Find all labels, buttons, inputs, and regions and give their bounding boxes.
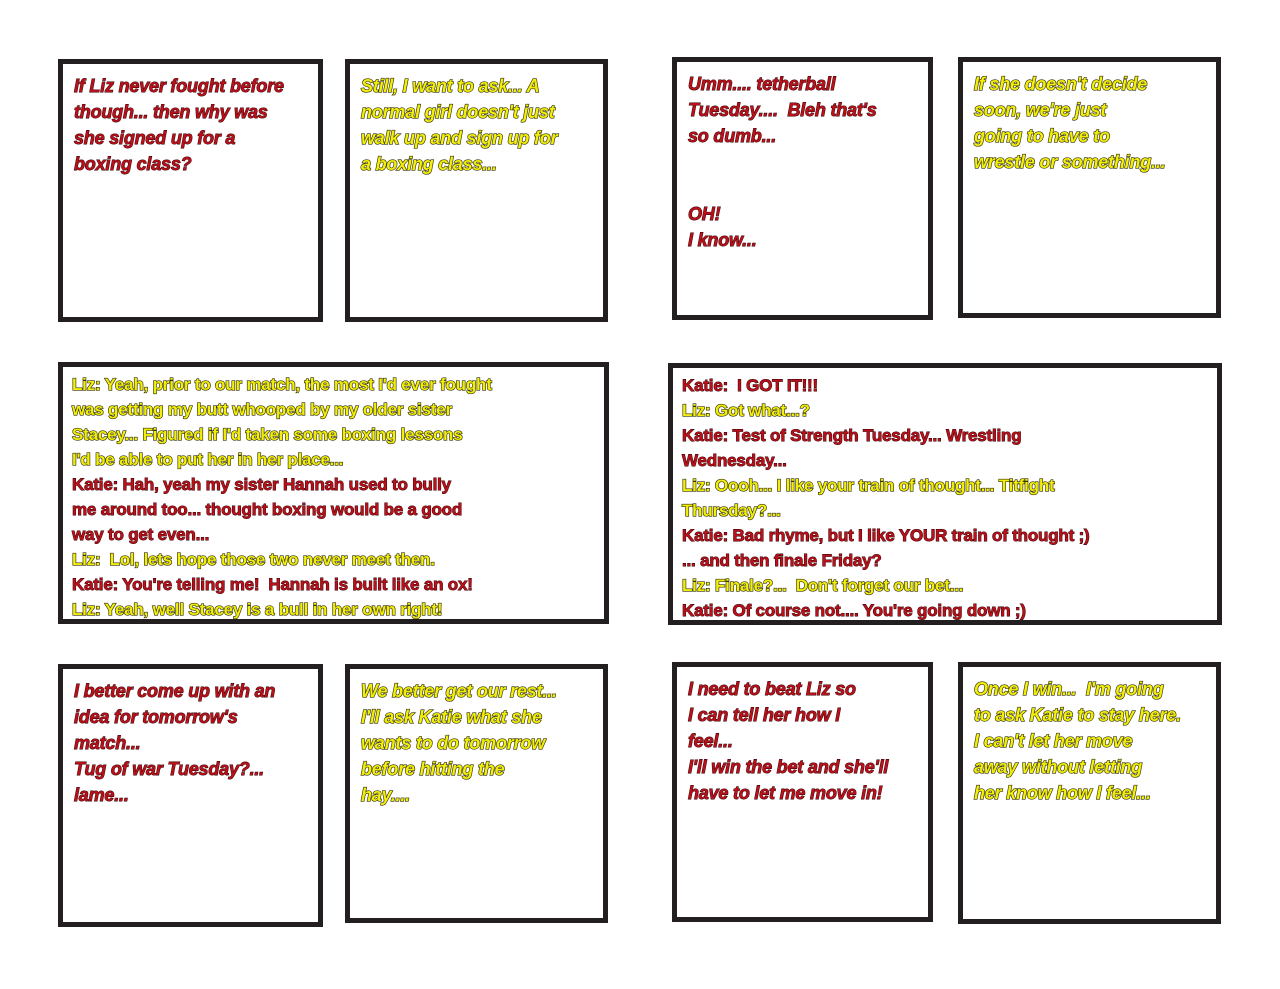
text-line: I know... — [688, 230, 757, 250]
panel-thought-top-right-1 — [672, 57, 933, 320]
text-line: Liz: Yeah, well Stacey is a bull in her own right! — [72, 600, 443, 619]
text-line: hay.... — [361, 785, 410, 805]
text-line: Thursday?... — [682, 501, 781, 520]
text-line: If Liz never fought before — [74, 76, 284, 96]
text-line: have to let me move in! — [688, 783, 883, 803]
panel-thought-bottom-right-2 — [958, 662, 1221, 924]
text-line: lame... — [74, 785, 129, 805]
text-line: Stacey... Figured if I'd taken some boxing lessons — [72, 425, 463, 444]
text-line: a boxing class... — [361, 154, 497, 174]
text-line: Tug of war Tuesday?... — [74, 759, 264, 779]
panel-thought-top-right-2 — [958, 57, 1221, 318]
text-line: Katie: Of course not.... You're going down ;) — [682, 601, 1026, 620]
text-line: OH! — [688, 204, 721, 224]
text-line: Liz: Lol, lets hope those two never meet then. — [72, 550, 435, 569]
text-line: If she doesn't decide — [974, 74, 1148, 94]
text-line: I'll ask Katie what she — [361, 707, 542, 727]
text-line: normal girl doesn't just — [361, 102, 555, 122]
text-line: I'd be able to put her in her place... — [72, 450, 344, 469]
text-line: I better come up with an — [74, 681, 276, 701]
panel-thought-top-left-1 — [58, 59, 323, 322]
blank-line — [688, 175, 923, 201]
text-line: Katie: I GOT IT!!! — [682, 376, 818, 395]
text-line: Wednesday... — [682, 451, 787, 470]
text-line: I can tell her how I — [688, 705, 841, 725]
text-line: idea for tomorrow's — [74, 707, 238, 727]
text-line: Tuesday.... Bleh that's — [688, 100, 877, 120]
text-line: she signed up for a — [74, 128, 236, 148]
text-line: to ask Katie to stay here. — [974, 705, 1181, 725]
text-line: boxing class? — [74, 154, 192, 174]
text-line: Katie: Test of Strength Tuesday... Wrestling — [682, 426, 1022, 445]
text-line: Liz: Finale?... Don't forget our bet... — [682, 576, 964, 595]
panel-dialogue-middle-left — [58, 362, 609, 624]
blank-line — [688, 149, 923, 175]
text-line: wants to do tomorrow — [361, 733, 545, 753]
text-line: walk up and sign up for — [361, 128, 558, 148]
panel-thought-top-left-2 — [345, 59, 608, 322]
panel-thought-bottom-left-1 — [58, 664, 323, 927]
text-line: ... and then finale Friday? — [682, 551, 882, 570]
text-line: soon, we're just — [974, 100, 1107, 120]
text-line: Katie: Hah, yeah my sister Hannah used to bully — [72, 475, 451, 494]
text-line: Katie: Bad rhyme, but I like YOUR train of thought ;) — [682, 526, 1090, 545]
text-line: her know how I feel... — [974, 783, 1151, 803]
text-line: Liz: Got what...? — [682, 401, 810, 420]
panel-thought-bottom-left-2 — [345, 664, 608, 923]
text-line: before hitting the — [361, 759, 505, 779]
text-line: Once I win... I'm going — [974, 679, 1164, 699]
text-line: wrestle or something... — [974, 152, 1166, 172]
text-line: though... then why was — [74, 102, 268, 122]
text-line: Katie: You're telling me! Hannah is built like an ox! — [72, 575, 473, 594]
text-line: Umm.... tetherball — [688, 74, 836, 94]
panel-thought-bottom-right-1 — [672, 662, 933, 922]
text-line: feel... — [688, 731, 733, 751]
text-line: going to have to — [974, 126, 1110, 146]
text-line: We better get our rest... — [361, 681, 557, 701]
text-line: Liz: Oooh... I like your train of thought... Titfight — [682, 476, 1055, 495]
text-line: away without letting — [974, 757, 1143, 777]
text-line: I'll win the bet and she'll — [688, 757, 889, 777]
text-line: match... — [74, 733, 141, 753]
text-line: I can't let her move — [974, 731, 1133, 751]
text-line: was getting my butt whooped by my older sister — [72, 400, 452, 419]
text-line: me around too... thought boxing would be a good — [72, 500, 463, 519]
text-line: so dumb... — [688, 126, 777, 146]
text-line: Still, I want to ask... A — [361, 76, 540, 96]
text-line: Liz: Yeah, prior to our match, the most I'd ever fought — [72, 375, 492, 394]
panel-dialogue-middle-right — [668, 363, 1222, 625]
text-line: way to get even... — [72, 525, 210, 544]
text-line: I need to beat Liz so — [688, 679, 856, 699]
